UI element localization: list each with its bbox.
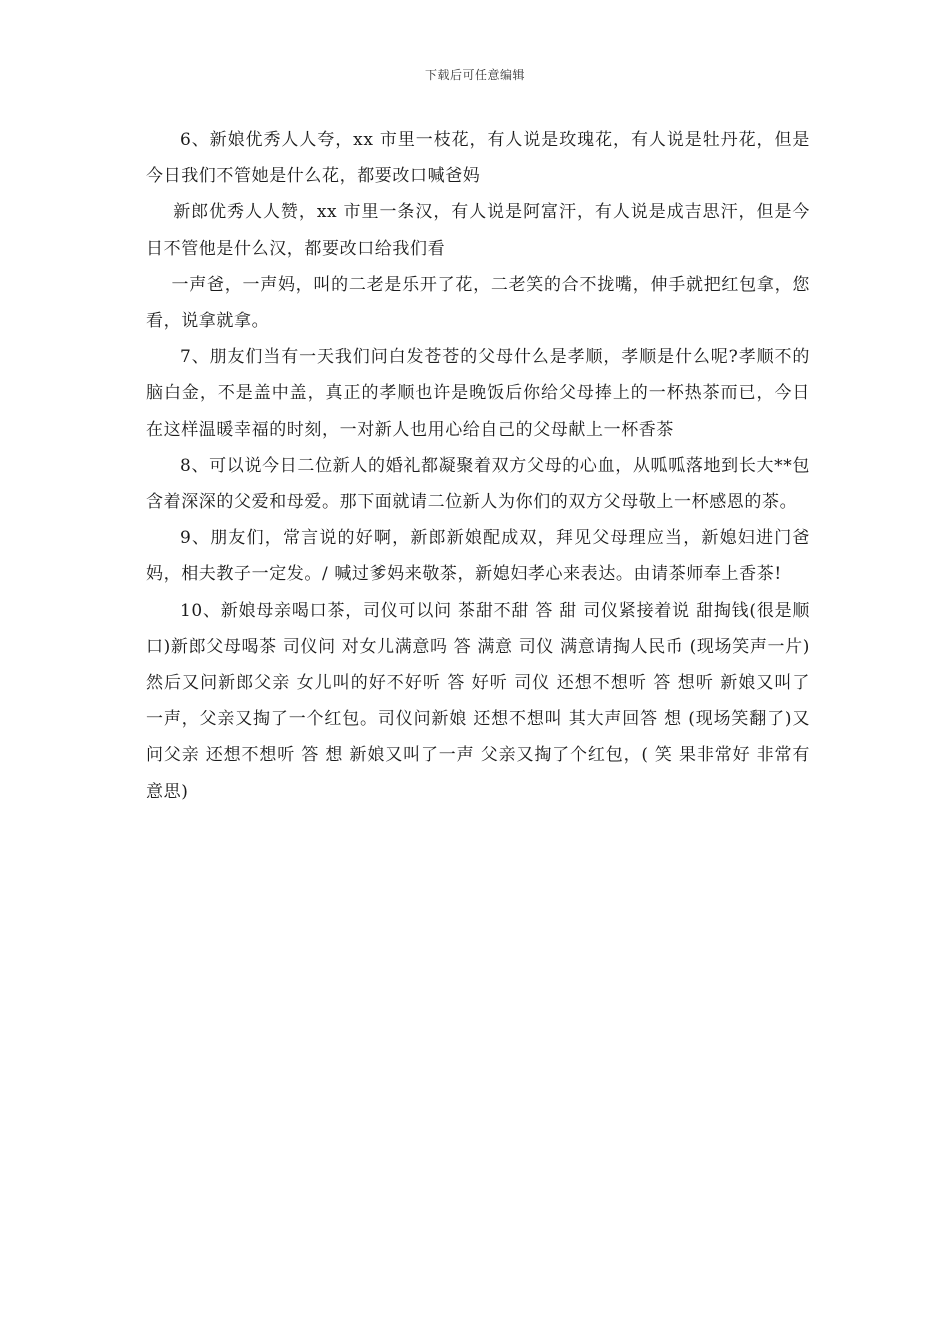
paragraph-6: 6、新娘优秀人人夸，xx 市里一枝花，有人说是玫瑰花，有人说是牡丹花，但是今日我们不管她是什么花，都要改口喊爸妈 bbox=[146, 130, 810, 187]
paragraph-parents-call: 一声爸，一声妈，叫的二老是乐开了花，二老笑的合不拢嘴，伸手就把红包拿，您看，说拿就拿。 bbox=[146, 274, 810, 332]
page-header: 下载后可任意编辑 bbox=[424, 68, 525, 82]
paragraph-8: 8、可以说今日二位新人的婚礼都凝聚着双方父母的心血，从呱呱落地到长大**包含着深深的父爱和母爱。那下面就请二位新人为你们的双方父母敬上一杯感恩的茶。 bbox=[146, 455, 810, 513]
document-body bbox=[146, 122, 810, 810]
paragraph-7: 7、朋友们当有一天我们问白发苍苍的父母什么是孝顺，孝顺是什么呢?孝顺不的脑白金，不是盖中盖，真正的孝顺也许是晚饭后你给父母捧上的一杯热茶而已，今日在这样温暖幸福的时刻，一对新人也用心给自己的父母献上一杯香茶 bbox=[146, 347, 810, 440]
paragraph-10: 10、新娘母亲喝口茶，司仪可以问 茶甜不甜 答 甜 司仪紧接着说 甜掏钱(很是顺口)新郎父母喝茶 司仪问 对女儿满意吗 答 满意 司仪 满意请掏人民币 (现场笑声一片) 然后又问新郎父亲 女儿叫的好不好听 答 好听 司仪 还想不想听 答 想听 新娘又叫了一声，父亲又掏了一个红包。司仪问新娘 还想不想叫 其大声回答 想 (现场笑翻了)又问父亲 还想不想听 答 想 新娘又叫了一声 父亲又掏了个红包，( 笑 果非常好 非常有意思) bbox=[146, 600, 810, 802]
paragraph-groom: 新郎优秀人人赞，xx 市里一条汉，有人说是阿富汗，有人说是成吉思汗，但是今日不管他是什么汉，都要改口给我们看 bbox=[146, 202, 810, 259]
paragraph-9: 9、朋友们，常言说的好啊，新郎新娘配成双，拜见父母理应当，新媳妇进门爸妈，相夫教子一定发。/ 喊过爹妈来敬茶，新媳妇孝心来表达。由请茶师奉上香茶! bbox=[146, 528, 810, 585]
